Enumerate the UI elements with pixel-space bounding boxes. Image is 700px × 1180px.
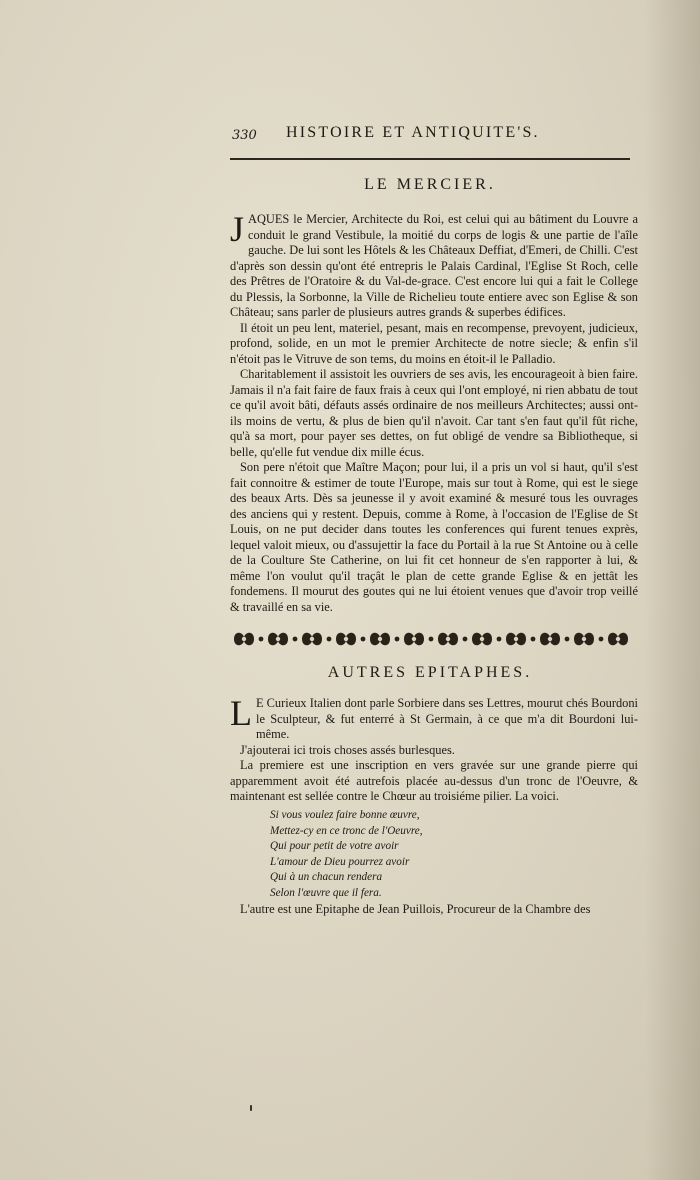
- paragraph-text: AQUES le Mercier, Architecte du Roi, est celui qui au bâtiment du Louvre a conduit le grand Vestibule, la moitié du corps de logis & une partie de l'aîle gauche. De lui sont les Hôtels & les Châteaux Deffiat, d'Emeri, de Chilli. C'est d'après son dessin qu'ont été entrepris le Palais Cardinal, l'Eglise St Roch, celle des Prêtres de l'Oratoire & du Val-de-grace. C'est encore lui qui a fait le College du Plessis, la Sorbonne, la Ville de Richelieu toute entiere avec son Eglise & son Château; sans parler de plusieurs autres grands & superbes édifices.: [230, 212, 638, 319]
- paragraph: J'ajouterai ici trois choses assés burlesques.: [240, 742, 455, 757]
- poem-line: Qui à un chacun rendera: [270, 871, 383, 884]
- page-gutter-shadow: [645, 0, 700, 1180]
- fleuron-motif: [506, 633, 535, 646]
- ink-speck: [250, 1105, 252, 1111]
- running-head: [232, 124, 632, 146]
- fleuron-motif: [608, 633, 628, 646]
- poem-inscription: [270, 808, 423, 902]
- paragraph: Il étoit un peu lent, materiel, pesant, mais en recompense, prevoyent, judicieux, profond, solide, en un mot le premier Architecte de notre siecle; & enfin s'il n'étoit pas le Vitruve de son tems, du moins en étoit-il le Palladio.: [230, 320, 638, 366]
- section-body-autres-epitaphes: [230, 693, 638, 805]
- poem-line: Si vous voulez faire bonne œuvre,: [270, 809, 420, 821]
- paragraph: [230, 693, 638, 743]
- paragraph: Son pere n'étoit que Maître Maçon; pour lui, il a pris un vol si haut, qu'il s'est fait connoitre & estimer de toute l'Europe, mais sur tout à Rome, qui est le siege des beaux Arts. Dès sa jeunesse il y avoit examiné & mesuré tous les ouvrages des anciens qui y restent. Depuis, comme à Rome, à l'occasion de l'Eglise de St Louis, on ne put decider dans toutes les conferences qui furent tenues exprès, lequel valoit mieux, ou d'assujettir la face du Portail à la rue St Antoine ou à celle de la Coulture Ste Catherine, on lui fit cet honneur de s'en rapporter à lui, & même l'on voulut qu'il traçât le plan de cette grande Eglise & en jettât les fondemens. Il mourut des goutes qui ne lui étoient venues que d'avoir trop veillé & travaillé en sa vie.: [230, 460, 638, 614]
- fleuron-motif: [540, 633, 569, 646]
- fleuron-motif: [336, 633, 365, 646]
- paragraph: La premiere est une inscription en vers gravée sur une grande pierre qui apparemment avoit été autrefois placée au-dessus d'un tronc de l'Oeuvre, & maintenant est sellée contre le Chœur au troisiéme pilier. La voici.: [230, 758, 638, 803]
- paragraph-text: E Curieux Italien dont parle Sorbiere dans ses Lettres, mourut chés Bourdoni le Sculpteur, & fut enterré à St Germain, à ce que m'a dit Bourdoni lui-même.: [256, 696, 638, 741]
- fleuron-motif: [302, 633, 331, 646]
- running-title: HISTOIRE ET ANTIQUITE'S.: [286, 124, 540, 141]
- drop-cap: J: [230, 209, 245, 249]
- section-body-le-mercier: [230, 209, 638, 615]
- poem-line: L'amour de Dieu pourrez avoir: [270, 855, 410, 868]
- fleuron-motif: [438, 633, 467, 646]
- header-rule: [230, 158, 630, 160]
- section-title-le-mercier: LE MERCIER.: [364, 176, 496, 193]
- paragraph: [230, 209, 638, 321]
- fleuron-motif: [404, 633, 433, 646]
- page-number: 330: [232, 128, 257, 143]
- poem-line: Selon l'œuvre que il fera.: [270, 886, 382, 899]
- fleuron-motif: [268, 633, 297, 646]
- poem-line: Qui pour petit de votre avoir: [270, 840, 399, 853]
- fleuron-motif: [370, 633, 399, 646]
- fleuron-motif: [574, 633, 603, 646]
- closing-line: L'autre est une Epitaphe de Jean Puillois, Procureur de la Chambre des: [240, 902, 591, 916]
- fleuron-motif: [234, 633, 263, 646]
- drop-cap: L: [230, 693, 252, 733]
- fleuron-motif: [472, 633, 501, 646]
- poem-line: Mettez-cy en ce tronc de l'Oeuvre,: [270, 824, 423, 837]
- fleuron-band-icon: [230, 628, 636, 650]
- paragraph: Charitablement il assistoit les ouvriers de ses avis, les encourageoit à bien faire. Jamais il n'a fait faire de faux frais à ceux qui l'ont employé, ni rien abbatu de tout ce qu'il avoit bâti, défauts assés ordinaire de nos meilleurs Architectes; aussi ont-ils moins de vertu, & plus de bien qu'il n'avoit. Car tant s'en faut qu'il fût riche, qu'à sa mort, pour payer ses dettes, on fut obligé de vendre sa Bibliotheque, si belle, qu'elle fut vendue dix mille écus.: [230, 367, 638, 459]
- section-title-autres-epitaphes: AUTRES EPITAPHES.: [327, 664, 533, 681]
